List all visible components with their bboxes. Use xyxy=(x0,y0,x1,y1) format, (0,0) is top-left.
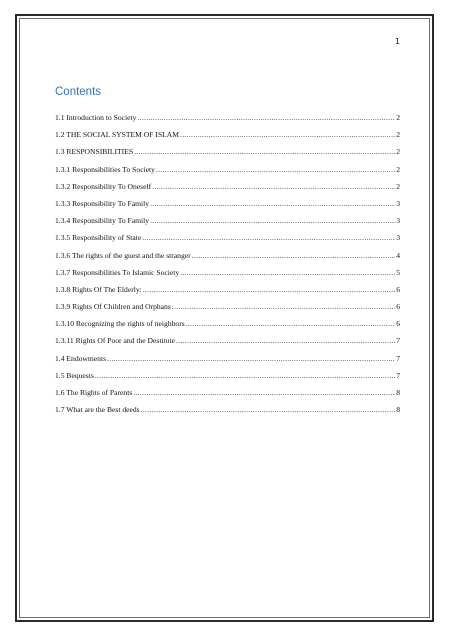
toc-entry-title: 1.3.6 The rights of the guest and the stranger xyxy=(55,250,191,260)
toc-entry-title: 1.7 What are the Best deeds xyxy=(55,405,140,415)
toc-entry[interactable] xyxy=(55,354,400,371)
toc-entry[interactable] xyxy=(55,336,400,353)
toc-entry-page: 3 xyxy=(396,216,400,226)
toc-entry-title: 1.3.2 Responsibility To Oneself xyxy=(55,181,152,191)
toc-dot-leader xyxy=(156,165,395,174)
toc-entry-title: 1.3.8 Rights Of The Elderly: xyxy=(55,284,142,294)
toc-entry-page: 7 xyxy=(396,353,400,363)
toc-entry[interactable] xyxy=(55,130,400,147)
toc-heading: Contents xyxy=(55,86,102,98)
toc-entry-page: 5 xyxy=(396,267,400,277)
toc-entry-title: 1.3 RESPONSIBILITIES xyxy=(55,147,134,157)
toc-entry-title: 1.2 THE SOCIAL SYSTEM OF ISLAM xyxy=(55,130,180,140)
toc-entry-title: 1.3.5 Responsibility of State xyxy=(55,233,142,243)
toc-entry-title: 1.3.10 Recognizing the rights of neighbors xyxy=(55,319,185,329)
toc-dot-leader xyxy=(150,199,395,208)
toc-dot-leader xyxy=(134,147,395,156)
toc-entry[interactable] xyxy=(55,216,400,233)
toc-entry-page: 6 xyxy=(396,284,400,294)
toc-entry-title: 1.3.9 Rights Of Children and Orphans xyxy=(55,302,171,312)
toc-dot-leader xyxy=(172,302,395,311)
toc-dot-leader xyxy=(143,285,395,294)
page-number: 1 xyxy=(394,37,400,46)
table-of-contents xyxy=(55,113,400,422)
toc-entry[interactable] xyxy=(55,182,400,199)
toc-dot-leader xyxy=(107,354,395,363)
toc-entry[interactable] xyxy=(55,302,400,319)
toc-entry-title: 1.1 Introduction to Society xyxy=(55,113,137,122)
toc-entry-title: 1.5 Bequests xyxy=(55,370,94,380)
toc-entry-page: 4 xyxy=(396,250,400,260)
toc-entry-title: 1.6 The Rights of Parents xyxy=(55,388,133,397)
toc-entry-page: 2 xyxy=(396,181,400,191)
toc-entry-page: 6 xyxy=(396,319,400,329)
toc-dot-leader xyxy=(95,371,395,380)
toc-entry[interactable] xyxy=(55,285,400,302)
toc-entry-page: 8 xyxy=(396,388,400,397)
toc-entry-title: 1.3.1 Responsibilities To Society xyxy=(55,164,155,174)
toc-entry[interactable] xyxy=(55,147,400,164)
toc-entry-page: 7 xyxy=(396,370,400,380)
toc-entry-page: 3 xyxy=(396,233,400,243)
toc-entry[interactable] xyxy=(55,319,400,336)
toc-entry-title: 1.3.3 Responsibility To Family xyxy=(55,198,150,208)
toc-dot-leader xyxy=(150,216,395,225)
toc-dot-leader xyxy=(152,182,395,191)
toc-entry[interactable] xyxy=(55,405,400,422)
toc-dot-leader xyxy=(133,388,395,397)
toc-entry[interactable] xyxy=(55,388,400,405)
toc-dot-leader xyxy=(137,113,395,122)
toc-entry-page: 2 xyxy=(396,147,400,157)
toc-entry[interactable] xyxy=(55,251,400,268)
toc-entry-page: 7 xyxy=(396,336,400,346)
toc-entry-page: 2 xyxy=(396,113,400,122)
toc-entry-page: 3 xyxy=(396,198,400,208)
toc-entry-page: 2 xyxy=(396,130,400,140)
toc-entry-title: 1.3.4 Responsibility To Family xyxy=(55,216,150,226)
toc-entry[interactable] xyxy=(55,233,400,250)
toc-entry-page: 2 xyxy=(396,164,400,174)
toc-entry-page: 8 xyxy=(396,405,400,415)
toc-dot-leader xyxy=(186,319,395,328)
toc-entry[interactable] xyxy=(55,199,400,216)
toc-entry-title: 1.4 Endowments xyxy=(55,353,107,363)
toc-dot-leader xyxy=(192,251,396,260)
toc-entry[interactable] xyxy=(55,371,400,388)
toc-entry-title: 1.3.11 Rights Of Poor and the Destitute xyxy=(55,336,175,346)
toc-dot-leader xyxy=(180,130,395,139)
toc-entry[interactable] xyxy=(55,268,400,285)
toc-entry[interactable] xyxy=(55,113,400,130)
toc-entry[interactable] xyxy=(55,165,400,182)
toc-dot-leader xyxy=(142,233,395,242)
toc-dot-leader xyxy=(141,405,396,414)
toc-entry-page: 6 xyxy=(396,302,400,312)
toc-dot-leader xyxy=(180,268,395,277)
toc-entry-title: 1.3.7 Responsibilities To Islamic Society xyxy=(55,267,180,277)
toc-dot-leader xyxy=(176,336,395,345)
